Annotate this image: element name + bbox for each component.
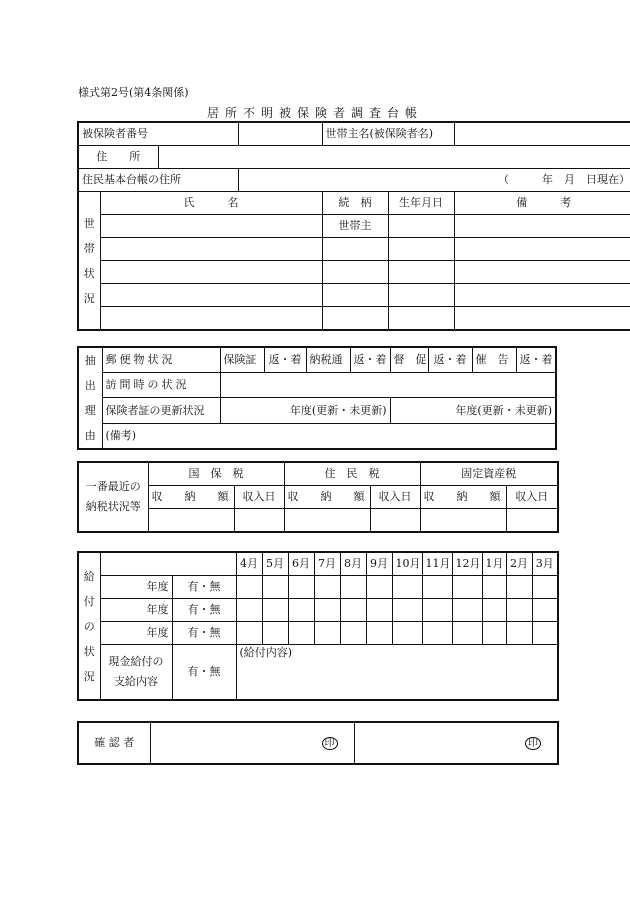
relation-cell[interactable] — [322, 284, 388, 307]
insured-number-field[interactable] — [238, 122, 322, 146]
birth-cell[interactable] — [388, 307, 454, 331]
month-header: 2月 — [506, 552, 532, 576]
tax-header-jumin: 住 民 税 — [284, 462, 420, 486]
month-header: 3月 — [532, 552, 558, 576]
renewal-status-2[interactable]: 年度(更新・未更新) — [390, 398, 556, 423]
basic-info-table — [77, 121, 630, 331]
household-row — [78, 215, 630, 238]
col-relation-header: 続 柄 — [322, 192, 388, 215]
month-header: 7月 — [314, 552, 340, 576]
amount-field[interactable] — [284, 509, 370, 533]
birth-cell[interactable] — [388, 261, 454, 284]
tax-status-table — [77, 461, 559, 533]
amount-field[interactable] — [148, 509, 234, 533]
benefit-year-row — [78, 599, 558, 622]
col-birth-header: 生年月日 — [388, 192, 454, 215]
name-cell[interactable] — [100, 215, 322, 238]
cash-benefit-label: 現金給付の支給内容 — [100, 645, 172, 701]
mail-item-status[interactable]: 返・着 — [428, 347, 472, 373]
benefit-content-field[interactable]: (給付内容) — [236, 645, 558, 701]
benefit-status-label: 給付の状況 — [78, 552, 100, 700]
benefit-year-row — [78, 622, 558, 645]
mail-item-status[interactable]: 返・着 — [350, 347, 390, 373]
date-field[interactable] — [234, 509, 284, 533]
month-header: 9月 — [366, 552, 392, 576]
remarks-cell[interactable] — [454, 307, 630, 331]
form-number: 様式第2号(第4条関係) — [78, 86, 189, 99]
month-header: 1月 — [482, 552, 506, 576]
as-of-date: （ 年 月 日現在） — [238, 169, 630, 192]
remarks-cell[interactable] — [454, 284, 630, 307]
visit-status-field[interactable] — [220, 373, 556, 398]
birth-cell[interactable] — [388, 284, 454, 307]
mail-item-name: 納税通 — [306, 347, 350, 373]
confirmer-seal-field-1[interactable] — [150, 722, 354, 764]
remarks-field[interactable]: (備考) — [102, 423, 556, 449]
mail-item-status[interactable]: 返・着 — [264, 347, 306, 373]
relation-cell[interactable] — [322, 307, 388, 331]
benefit-year-row — [78, 576, 558, 599]
tax-header-kotei: 固定資産税 — [420, 462, 558, 486]
household-row — [78, 307, 630, 331]
renewal-status-label: 保険者証の更新状況 — [102, 398, 220, 423]
mail-item-name: 督 促 — [390, 347, 428, 373]
extraction-reason-label: 抽出理由 — [78, 347, 102, 449]
month-header: 11月 — [422, 552, 452, 576]
month-header: 5月 — [262, 552, 288, 576]
date-field[interactable] — [506, 509, 558, 533]
year-label: 年度 — [100, 576, 172, 599]
month-header: 8月 — [340, 552, 366, 576]
col-name-header: 氏 名 — [100, 192, 322, 215]
amount-label: 収 納 額 — [284, 486, 370, 509]
relation-cell[interactable] — [322, 238, 388, 261]
year-label: 年度 — [100, 622, 172, 645]
date-label: 収入日 — [234, 486, 284, 509]
tax-header-kokuho: 国 保 税 — [148, 462, 284, 486]
extraction-reason-table — [77, 346, 557, 450]
name-cell[interactable] — [100, 261, 322, 284]
col-remarks-header: 備 考 — [454, 192, 630, 215]
birth-cell[interactable] — [388, 215, 454, 238]
registry-address-label: 住民基本台帳の住所 — [78, 169, 238, 192]
confirmer-label: 確 認 者 — [78, 722, 150, 764]
household-row — [78, 238, 630, 261]
address-field[interactable] — [158, 146, 630, 169]
relation-cell: 世帯主 — [322, 215, 388, 238]
remarks-cell[interactable] — [454, 215, 630, 238]
visit-status-label: 訪問時の状況 — [102, 373, 220, 398]
amount-label: 収 納 額 — [420, 486, 506, 509]
month-header: 6月 — [288, 552, 314, 576]
month-header: 12月 — [452, 552, 482, 576]
year-label: 年度 — [100, 599, 172, 622]
tax-status-label: 一番最近の納税状況等 — [78, 462, 148, 532]
blank-header — [100, 552, 236, 576]
mail-status-label: 郵便物状況 — [102, 347, 220, 373]
amount-label: 収 納 額 — [148, 486, 234, 509]
confirmer-seal-field-2[interactable] — [354, 722, 558, 764]
yes-no-choice[interactable]: 有・無 — [172, 576, 236, 599]
seal-mark: 印 — [525, 736, 541, 749]
household-status-label: 世帯状況 — [78, 192, 100, 331]
page-title: 居所不明被保険者調査台帳 — [206, 106, 423, 120]
relation-cell[interactable] — [322, 261, 388, 284]
amount-field[interactable] — [420, 509, 506, 533]
name-cell[interactable] — [100, 307, 322, 331]
mail-item-status[interactable]: 返・着 — [516, 347, 556, 373]
remarks-cell[interactable] — [454, 238, 630, 261]
insured-number-label: 被保険者番号 — [78, 122, 238, 146]
date-label: 収入日 — [370, 486, 420, 509]
seal-mark: 印 — [322, 736, 338, 749]
renewal-status-1[interactable]: 年度(更新・未更新) — [220, 398, 390, 423]
date-field[interactable] — [370, 509, 420, 533]
birth-cell[interactable] — [388, 238, 454, 261]
remarks-cell[interactable] — [454, 261, 630, 284]
yes-no-choice[interactable]: 有・無 — [172, 599, 236, 622]
date-label: 収入日 — [506, 486, 558, 509]
mail-item-name: 保険証 — [220, 347, 264, 373]
householder-field[interactable] — [454, 122, 630, 146]
householder-label: 世帯主名(被保険者名) — [322, 122, 454, 146]
yes-no-choice[interactable]: 有・無 — [172, 645, 236, 701]
mail-item-name: 催 告 — [472, 347, 516, 373]
household-row — [78, 284, 630, 307]
name-cell[interactable] — [100, 284, 322, 307]
month-header: 10月 — [392, 552, 422, 576]
household-row — [78, 261, 630, 284]
benefit-status-table — [77, 551, 559, 701]
month-header: 4月 — [236, 552, 262, 576]
name-cell[interactable] — [100, 238, 322, 261]
address-label: 住 所 — [78, 146, 158, 169]
confirmer-table — [77, 721, 559, 765]
yes-no-choice[interactable]: 有・無 — [172, 622, 236, 645]
